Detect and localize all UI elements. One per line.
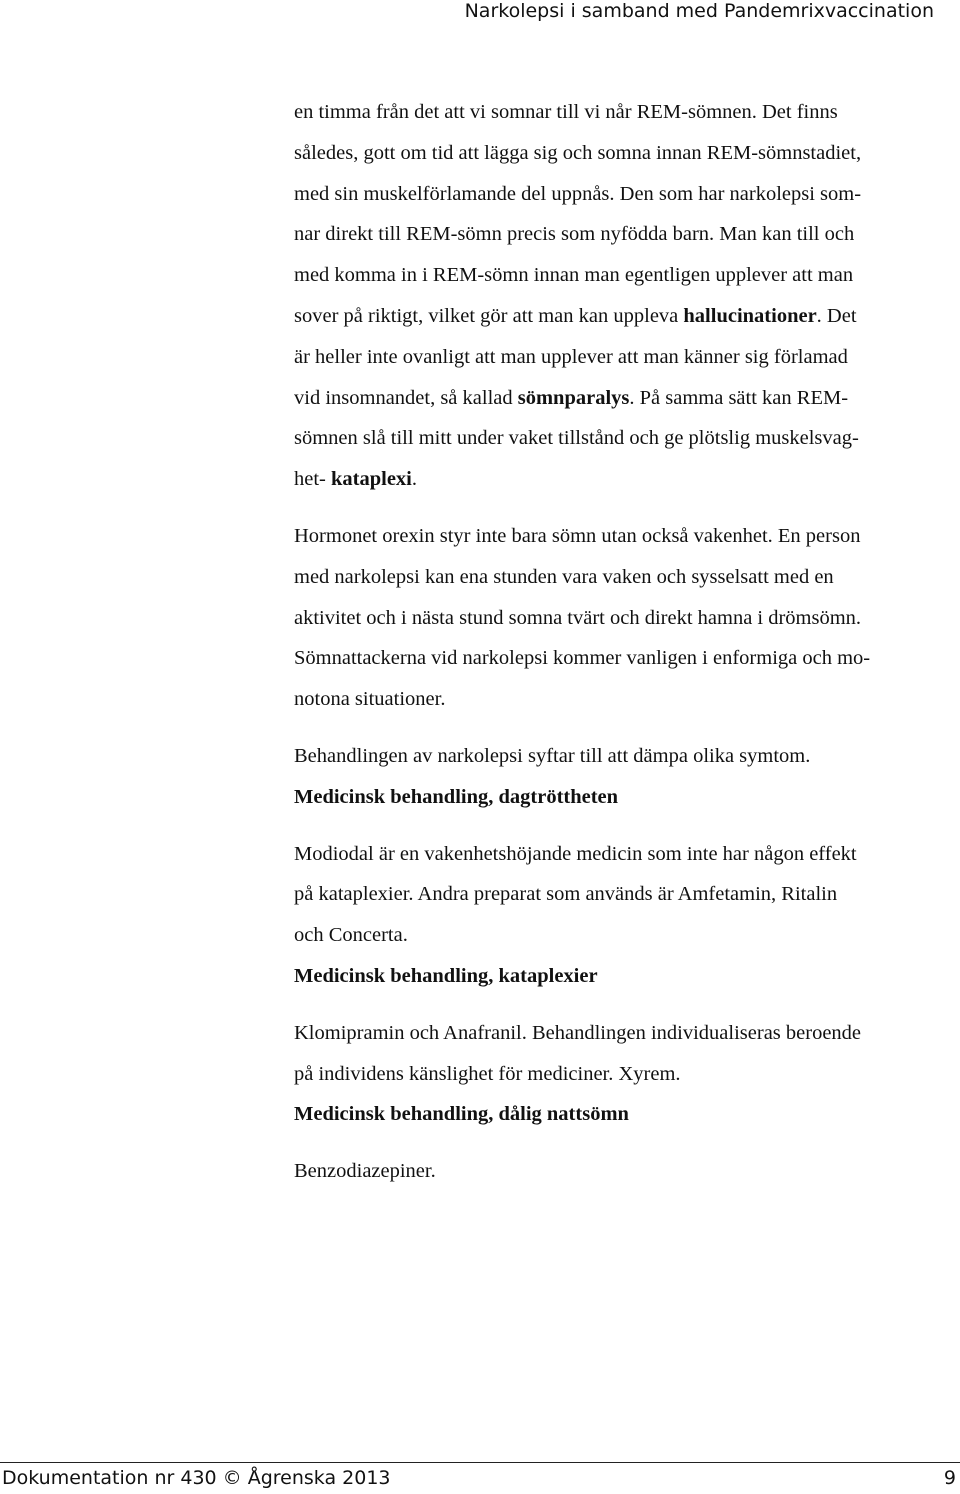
section-heading-kataplexier: Medicinsk behandling, kataplexier bbox=[294, 964, 598, 987]
text-line: på individens känslighet för mediciner. Xyrem. bbox=[294, 1062, 681, 1085]
text-run: vid insomnandet, så kallad bbox=[294, 386, 518, 409]
running-header: Narkolepsi i samband med Pandemrixvaccination bbox=[464, 0, 934, 22]
paragraph-treatment bbox=[294, 736, 946, 777]
page-body bbox=[294, 92, 946, 1192]
section-heading-dagtrottheten: Medicinsk behandling, dagtröttheten bbox=[294, 785, 619, 808]
text-line: Sömnattackerna vid narkolepsi kommer vanligen i enformiga och mo- bbox=[294, 647, 871, 670]
text-line: med sin muskelförlamande del uppnås. Den som har narkolepsi som- bbox=[294, 182, 862, 205]
term-somnparalys: sömnparalys bbox=[517, 386, 630, 409]
text-line: notona situationer. bbox=[294, 688, 446, 711]
page-number: 9 bbox=[943, 1467, 956, 1489]
footer-document-info: Dokumentation nr 430 © Ågrenska 2013 bbox=[2, 1467, 391, 1489]
text-line bbox=[294, 378, 946, 419]
term-kataplexi: kataplexi bbox=[331, 468, 412, 491]
text-line: Modiodal är en vakenhetshöjande medicin som inte har någon effekt bbox=[294, 842, 857, 865]
text-line bbox=[294, 459, 946, 500]
text-run: sover på riktigt, vilket gör att man kan uppleva bbox=[294, 304, 684, 327]
paragraph-benzodiazepiner bbox=[294, 1151, 946, 1192]
text-line: aktivitet och i nästa stund somna tvärt och direkt hamna i drömsömn. bbox=[294, 606, 862, 629]
section-heading-nattsomn: Medicinsk behandling, dålig nattsömn bbox=[294, 1103, 629, 1126]
text-line: Klomipramin och Anafranil. Behandlingen individualiseras beroende bbox=[294, 1021, 862, 1044]
text-line: på kataplexier. Andra preparat som används är Amfetamin, Ritalin bbox=[294, 883, 838, 906]
text-line: är heller inte ovanligt att man upplever att man känner sig förlamad bbox=[294, 345, 848, 368]
text-run: het- bbox=[294, 468, 331, 491]
text-line: Benzodiazepiner. bbox=[294, 1160, 436, 1183]
text-run: . Det bbox=[816, 304, 857, 327]
text-line: således, gott om tid att lägga sig och somna innan REM-sömnstadiet, bbox=[294, 141, 862, 164]
text-line bbox=[294, 296, 946, 337]
paragraph-orexin bbox=[294, 516, 946, 720]
text-run: . bbox=[411, 468, 417, 491]
text-line: nar direkt till REM-sömn precis som nyfödda barn. Man kan till och bbox=[294, 223, 855, 246]
text-line: Behandlingen av narkolepsi syftar till att dämpa olika symtom. bbox=[294, 744, 811, 767]
paragraph-klomipramin bbox=[294, 1013, 946, 1095]
paragraph-rem-sleep bbox=[294, 92, 946, 500]
term-hallucinationer: hallucinationer bbox=[683, 304, 817, 327]
text-line: en timma från det att vi somnar till vi når REM-sömnen. Det finns bbox=[294, 101, 838, 123]
text-line: med komma in i REM-sömn innan man egentligen upplever att man bbox=[294, 264, 854, 287]
text-line: med narkolepsi kan ena stunden vara vaken och sysselsatt med en bbox=[294, 565, 834, 588]
text-run: . På samma sätt kan REM- bbox=[629, 386, 849, 409]
page-footer bbox=[0, 1462, 960, 1494]
text-line: Hormonet orexin styr inte bara sömn utan också vakenhet. En person bbox=[294, 524, 861, 547]
paragraph-modiodal bbox=[294, 834, 946, 956]
text-line: sömnen slå till mitt under vaket tillstånd och ge plötslig muskelsvag- bbox=[294, 427, 859, 450]
text-line: och Concerta. bbox=[294, 924, 408, 947]
